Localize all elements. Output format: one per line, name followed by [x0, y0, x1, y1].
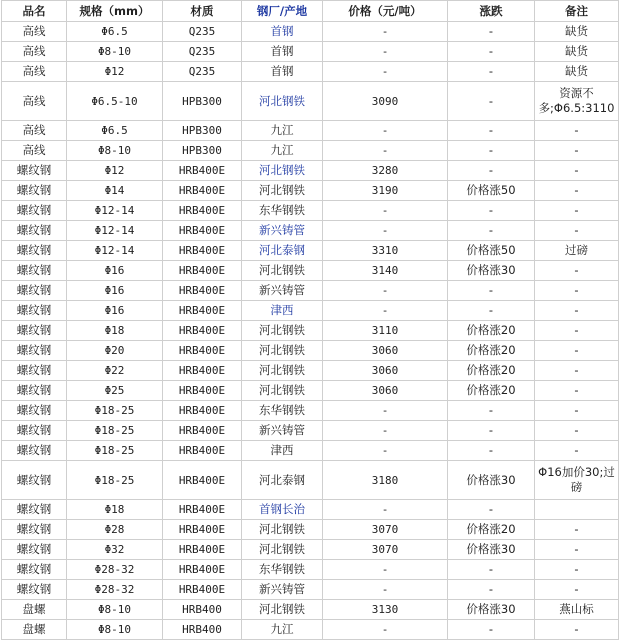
cell-product-name: 螺纹钢 [2, 560, 67, 580]
cell-change: - [448, 580, 535, 600]
cell-spec: Φ12 [67, 62, 163, 82]
cell-note: - [535, 121, 619, 141]
cell-spec: Φ12-14 [67, 201, 163, 221]
cell-mill: 首钢 [242, 42, 323, 62]
cell-change: - [448, 401, 535, 421]
cell-material: HRB400E [163, 401, 242, 421]
cell-change: 价格涨20 [448, 361, 535, 381]
cell-material: HRB400E [163, 221, 242, 241]
cell-note: - [535, 321, 619, 341]
cell-note: - [535, 381, 619, 401]
cell-change: - [448, 441, 535, 461]
table-row [2, 361, 619, 381]
cell-change: 价格涨30 [448, 540, 535, 560]
cell-material: HRB400 [163, 620, 242, 640]
cell-note: - [535, 361, 619, 381]
cell-mill: 河北钢铁 [242, 540, 323, 560]
cell-product-name: 螺纹钢 [2, 221, 67, 241]
cell-material: HPB300 [163, 121, 242, 141]
steel-price-table [1, 0, 619, 640]
cell-change: - [448, 121, 535, 141]
cell-mill: 新兴铸管 [242, 281, 323, 301]
cell-spec: Φ12 [67, 161, 163, 181]
cell-spec: Φ18 [67, 321, 163, 341]
cell-product-name: 螺纹钢 [2, 321, 67, 341]
cell-spec: Φ6.5-10 [67, 82, 163, 121]
cell-product-name: 螺纹钢 [2, 461, 67, 500]
header-product-name: 品名 [2, 1, 67, 22]
cell-material: HRB400 [163, 600, 242, 620]
cell-change: 价格涨50 [448, 181, 535, 201]
header-material: 材质 [163, 1, 242, 22]
cell-price: - [323, 42, 448, 62]
cell-product-name: 螺纹钢 [2, 500, 67, 520]
table-row [2, 381, 619, 401]
cell-product-name: 螺纹钢 [2, 261, 67, 281]
cell-note: 缺货 [535, 22, 619, 42]
cell-change: - [448, 141, 535, 161]
cell-material: HRB400E [163, 201, 242, 221]
cell-mill[interactable]: 河北泰钢 [242, 241, 323, 261]
cell-mill[interactable]: 首钢 [242, 22, 323, 42]
table-row [2, 161, 619, 181]
cell-change: 价格涨20 [448, 520, 535, 540]
table-row [2, 301, 619, 321]
cell-spec: Φ8-10 [67, 42, 163, 62]
table-row [2, 520, 619, 540]
cell-note: - [535, 161, 619, 181]
cell-change: 价格涨30 [448, 600, 535, 620]
header-note: 备注 [535, 1, 619, 22]
cell-product-name: 螺纹钢 [2, 520, 67, 540]
cell-note: - [535, 560, 619, 580]
cell-mill[interactable]: 首钢长治 [242, 500, 323, 520]
cell-product-name: 高线 [2, 62, 67, 82]
table-row [2, 62, 619, 82]
cell-product-name: 螺纹钢 [2, 361, 67, 381]
table-row [2, 141, 619, 161]
cell-spec: Φ12-14 [67, 241, 163, 261]
cell-note: - [535, 520, 619, 540]
cell-price: - [323, 620, 448, 640]
cell-mill: 九江 [242, 141, 323, 161]
cell-spec: Φ8-10 [67, 141, 163, 161]
cell-spec: Φ8-10 [67, 600, 163, 620]
header-price: 价格（元/吨） [323, 1, 448, 22]
cell-material: Q235 [163, 42, 242, 62]
cell-change: 价格涨20 [448, 321, 535, 341]
cell-note: - [535, 441, 619, 461]
cell-mill: 东华钢铁 [242, 401, 323, 421]
cell-price: - [323, 301, 448, 321]
cell-price: 3110 [323, 321, 448, 341]
cell-product-name: 高线 [2, 22, 67, 42]
cell-material: HRB400E [163, 321, 242, 341]
table-row [2, 540, 619, 560]
cell-product-name: 螺纹钢 [2, 181, 67, 201]
cell-change: - [448, 221, 535, 241]
cell-price: - [323, 401, 448, 421]
cell-price: - [323, 281, 448, 301]
cell-price: - [323, 22, 448, 42]
cell-price: - [323, 121, 448, 141]
table-row [2, 22, 619, 42]
cell-note: - [535, 421, 619, 441]
cell-price: - [323, 580, 448, 600]
cell-spec: Φ32 [67, 540, 163, 560]
cell-spec: Φ22 [67, 361, 163, 381]
table-body [2, 22, 619, 640]
cell-product-name: 螺纹钢 [2, 540, 67, 560]
cell-price: 3140 [323, 261, 448, 281]
table-row [2, 281, 619, 301]
cell-change: 价格涨30 [448, 261, 535, 281]
header-mill-origin[interactable]: 钢厂/产地 [242, 1, 323, 22]
cell-note: 缺货 [535, 42, 619, 62]
cell-price: 3070 [323, 520, 448, 540]
cell-change: 价格涨20 [448, 341, 535, 361]
cell-note: 燕山标 [535, 600, 619, 620]
cell-material: HRB400E [163, 441, 242, 461]
cell-material: HRB400E [163, 461, 242, 500]
cell-material: HPB300 [163, 82, 242, 121]
cell-price: 3280 [323, 161, 448, 181]
cell-product-name: 高线 [2, 121, 67, 141]
cell-product-name: 螺纹钢 [2, 401, 67, 421]
cell-note: - [535, 141, 619, 161]
cell-material: Q235 [163, 22, 242, 42]
cell-product-name: 盘螺 [2, 620, 67, 640]
cell-price: 3060 [323, 361, 448, 381]
cell-note: - [535, 181, 619, 201]
cell-price: - [323, 62, 448, 82]
cell-mill: 河北钢铁 [242, 520, 323, 540]
cell-spec: Φ18-25 [67, 421, 163, 441]
cell-note: - [535, 301, 619, 321]
cell-mill[interactable]: 河北钢铁 [242, 161, 323, 181]
cell-change: 价格涨20 [448, 381, 535, 401]
cell-note: - [535, 201, 619, 221]
cell-change: - [448, 500, 535, 520]
cell-product-name: 螺纹钢 [2, 161, 67, 181]
cell-price: 3060 [323, 381, 448, 401]
cell-price: 3070 [323, 540, 448, 560]
cell-change: 价格涨30 [448, 461, 535, 500]
cell-spec: Φ28-32 [67, 560, 163, 580]
cell-note: - [535, 281, 619, 301]
cell-note: - [535, 261, 619, 281]
cell-price: 3090 [323, 82, 448, 121]
cell-product-name: 盘螺 [2, 600, 67, 620]
cell-mill: 河北泰钢 [242, 461, 323, 500]
table-row [2, 181, 619, 201]
cell-mill: 九江 [242, 620, 323, 640]
cell-price: 3130 [323, 600, 448, 620]
cell-material: HRB400E [163, 301, 242, 321]
cell-note: Φ16加价30;过磅 [535, 461, 619, 500]
table-row [2, 441, 619, 461]
cell-spec: Φ28-32 [67, 580, 163, 600]
cell-price: 3190 [323, 181, 448, 201]
cell-price: 3310 [323, 241, 448, 261]
cell-change: - [448, 22, 535, 42]
cell-spec: Φ12-14 [67, 221, 163, 241]
cell-mill: 河北钢铁 [242, 181, 323, 201]
table-row [2, 401, 619, 421]
cell-note: - [535, 401, 619, 421]
cell-change: - [448, 82, 535, 121]
cell-product-name: 螺纹钢 [2, 341, 67, 361]
cell-material: HRB400E [163, 161, 242, 181]
cell-note: 过磅 [535, 241, 619, 261]
cell-material: HPB300 [163, 141, 242, 161]
table-header [2, 1, 619, 22]
cell-mill: 九江 [242, 121, 323, 141]
cell-spec: Φ20 [67, 341, 163, 361]
cell-mill: 首钢 [242, 62, 323, 82]
cell-spec: Φ8-10 [67, 620, 163, 640]
cell-mill: 东华钢铁 [242, 560, 323, 580]
table-row [2, 261, 619, 281]
cell-spec: Φ18-25 [67, 401, 163, 421]
cell-product-name: 螺纹钢 [2, 580, 67, 600]
cell-product-name: 螺纹钢 [2, 241, 67, 261]
cell-material: HRB400E [163, 520, 242, 540]
cell-change: - [448, 560, 535, 580]
cell-mill: 河北钢铁 [242, 361, 323, 381]
cell-change: - [448, 62, 535, 82]
table-row [2, 560, 619, 580]
cell-change: 价格涨50 [448, 241, 535, 261]
cell-spec: Φ18-25 [67, 441, 163, 461]
cell-spec: Φ16 [67, 281, 163, 301]
header-spec: 规格（mm） [67, 1, 163, 22]
cell-note: - [535, 620, 619, 640]
table-row [2, 221, 619, 241]
table-row [2, 421, 619, 441]
cell-price: - [323, 221, 448, 241]
cell-mill: 河北钢铁 [242, 261, 323, 281]
cell-spec: Φ16 [67, 261, 163, 281]
cell-material: HRB400E [163, 181, 242, 201]
cell-material: Q235 [163, 62, 242, 82]
cell-price: 3060 [323, 341, 448, 361]
cell-product-name: 高线 [2, 141, 67, 161]
cell-change: - [448, 620, 535, 640]
cell-material: HRB400E [163, 540, 242, 560]
cell-change: - [448, 281, 535, 301]
table-row [2, 620, 619, 640]
cell-material: HRB400E [163, 341, 242, 361]
cell-mill[interactable]: 津西 [242, 301, 323, 321]
cell-note: 缺货 [535, 62, 619, 82]
cell-note: 资源不多;Φ6.5:3110 [535, 82, 619, 121]
cell-spec: Φ6.5 [67, 22, 163, 42]
header-change: 涨跌 [448, 1, 535, 22]
cell-mill: 河北钢铁 [242, 600, 323, 620]
table-row [2, 201, 619, 221]
cell-change: - [448, 301, 535, 321]
cell-spec: Φ14 [67, 181, 163, 201]
cell-note: - [535, 540, 619, 560]
cell-mill: 新兴铸管 [242, 580, 323, 600]
cell-material: HRB400E [163, 361, 242, 381]
cell-price: - [323, 500, 448, 520]
table-row [2, 241, 619, 261]
cell-product-name: 螺纹钢 [2, 381, 67, 401]
cell-material: HRB400E [163, 560, 242, 580]
cell-mill: 河北钢铁 [242, 341, 323, 361]
cell-material: HRB400E [163, 241, 242, 261]
table-row [2, 600, 619, 620]
cell-change: - [448, 42, 535, 62]
cell-change: - [448, 161, 535, 181]
cell-note: - [535, 341, 619, 361]
table-row [2, 321, 619, 341]
cell-spec: Φ25 [67, 381, 163, 401]
cell-price: - [323, 421, 448, 441]
cell-material: HRB400E [163, 500, 242, 520]
cell-price: 3180 [323, 461, 448, 500]
table-row [2, 341, 619, 361]
cell-mill: 东华钢铁 [242, 201, 323, 221]
table-row [2, 461, 619, 500]
header-row [2, 1, 619, 22]
cell-note: - [535, 221, 619, 241]
cell-material: HRB400E [163, 580, 242, 600]
cell-price: - [323, 560, 448, 580]
cell-mill[interactable]: 河北钢铁 [242, 82, 323, 121]
cell-spec: Φ16 [67, 301, 163, 321]
cell-product-name: 高线 [2, 42, 67, 62]
cell-mill: 新兴铸管 [242, 421, 323, 441]
cell-product-name: 螺纹钢 [2, 421, 67, 441]
cell-product-name: 螺纹钢 [2, 201, 67, 221]
cell-material: HRB400E [163, 281, 242, 301]
cell-price: - [323, 201, 448, 221]
table-row [2, 121, 619, 141]
cell-product-name: 螺纹钢 [2, 441, 67, 461]
table-row [2, 580, 619, 600]
cell-product-name: 螺纹钢 [2, 301, 67, 321]
cell-price: - [323, 441, 448, 461]
cell-change: - [448, 421, 535, 441]
cell-product-name: 高线 [2, 82, 67, 121]
cell-price: - [323, 141, 448, 161]
cell-mill[interactable]: 新兴铸管 [242, 221, 323, 241]
cell-spec: Φ18 [67, 500, 163, 520]
cell-spec: Φ28 [67, 520, 163, 540]
cell-spec: Φ6.5 [67, 121, 163, 141]
cell-material: HRB400E [163, 261, 242, 281]
cell-product-name: 螺纹钢 [2, 281, 67, 301]
cell-change: - [448, 201, 535, 221]
cell-mill: 津西 [242, 441, 323, 461]
cell-note: - [535, 580, 619, 600]
cell-material: HRB400E [163, 421, 242, 441]
cell-mill: 河北钢铁 [242, 321, 323, 341]
cell-mill: 河北钢铁 [242, 381, 323, 401]
table-row [2, 42, 619, 62]
table-row [2, 82, 619, 121]
cell-material: HRB400E [163, 381, 242, 401]
cell-spec: Φ18-25 [67, 461, 163, 500]
cell-note [535, 500, 619, 520]
table-row [2, 500, 619, 520]
